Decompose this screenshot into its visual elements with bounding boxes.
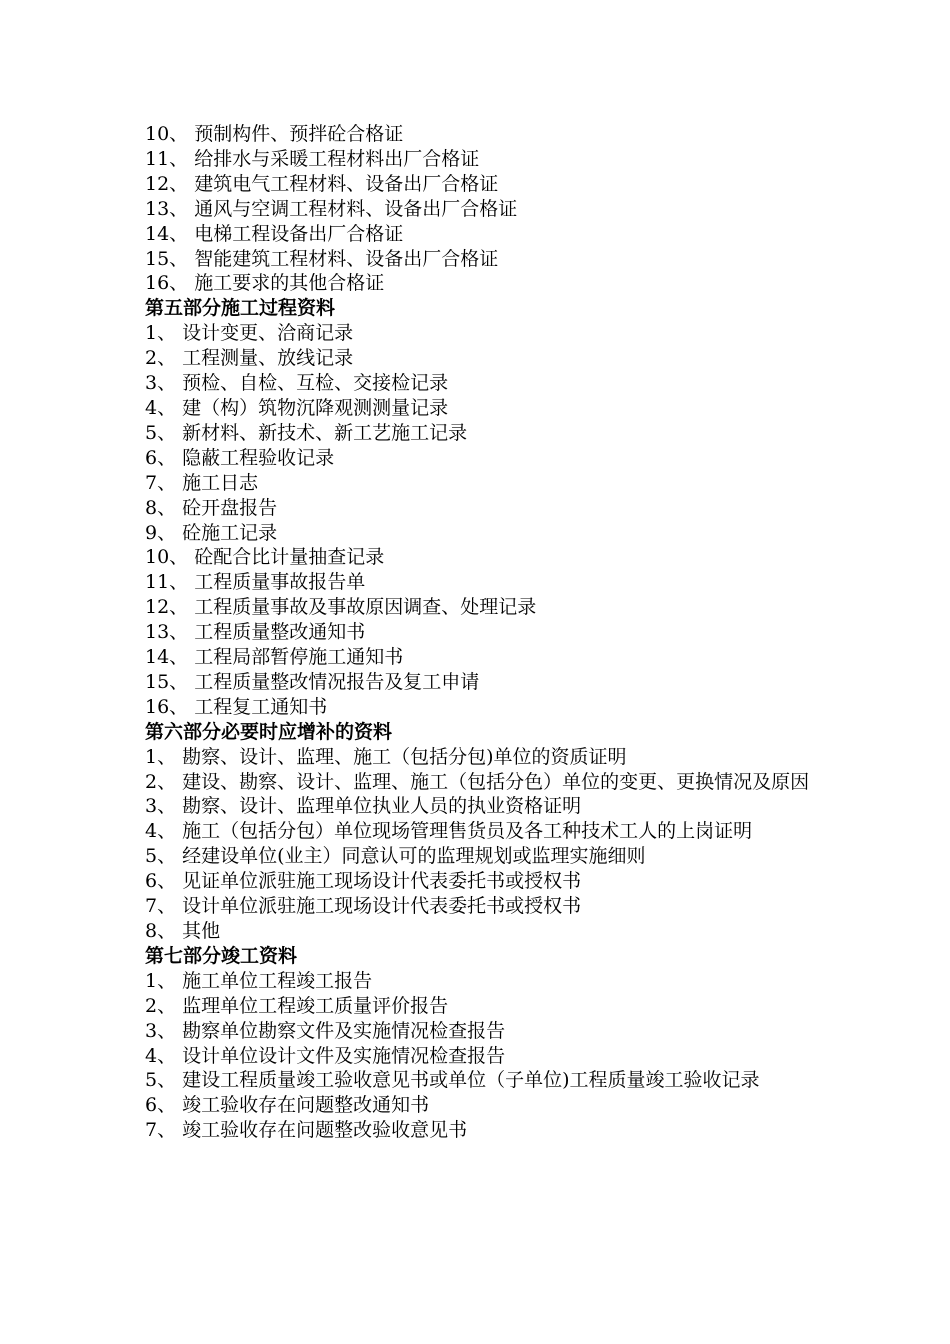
list-item: 6、 隐蔽工程验收记录 [145,446,335,469]
list-item: 4、 设计单位设计文件及实施情况检查报告 [145,1044,506,1067]
list-item: 13、 工程质量整改通知书 [145,621,366,644]
list-item: 3、 勘察单位勘察文件及实施情况检查报告 [145,1019,506,1042]
list-item: 12、 建筑电气工程材料、设备出厂合格证 [145,172,499,195]
section-7-list [145,969,810,1143]
list-item: 4、 施工（包括分包）单位现场管理售货员及各工种技术工人的上岗证明 [145,820,753,843]
section-5-list [145,321,810,720]
list-item: 2、 建设、勘察、设计、监理、施工（包括分色）单位的变更、更换情况及原因 [145,770,810,793]
list-item: 2、 工程测量、放线记录 [145,347,354,370]
section-heading-7: 第七部分竣工资料 [145,944,298,967]
list-item: 16、 工程复工通知书 [145,695,328,718]
list-item: 6、 竣工验收存在问题整改通知书 [145,1094,430,1117]
list-item: 1、 施工单位工程竣工报告 [145,969,373,992]
list-item: 10、 预制构件、预拌砼合格证 [145,123,404,145]
list-item: 11、 给排水与采暖工程材料出厂合格证 [145,147,480,170]
list-item: 13、 通风与空调工程材料、设备出厂合格证 [145,197,518,220]
list-item: 9、 砼施工记录 [145,521,278,544]
list-item: 15、 工程质量整改情况报告及复工申请 [145,670,480,693]
list-item: 4、 建（构）筑物沉降观测测量记录 [145,396,449,419]
list-item: 3、 预检、自检、互检、交接检记录 [145,372,449,395]
list-item: 14、 工程局部暂停施工通知书 [145,646,404,669]
list-item: 14、 电梯工程设备出厂合格证 [145,222,404,245]
document-page [145,122,810,1143]
list-item: 15、 智能建筑工程材料、设备出厂合格证 [145,247,499,270]
list-item: 5、 建设工程质量竣工验收意见书或单位（子单位)工程质量竣工验收记录 [145,1069,760,1092]
list-item: 8、 砼开盘报告 [145,496,278,519]
list-item: 7、 设计单位派驻施工现场设计代表委托书或授权书 [145,895,582,918]
list-item: 11、 工程质量事故报告单 [145,571,366,594]
list-item: 10、 砼配合比计量抽查记录 [145,546,385,569]
list-item: 5、 经建设单位(业主）同意认可的监理规划或监理实施细则 [145,845,646,868]
list-item: 12、 工程质量事故及事故原因调查、处理记录 [145,596,537,619]
section-heading-6: 第六部分必要时应增补的资料 [145,720,393,743]
section-heading-5: 第五部分施工过程资料 [145,297,336,320]
list-item: 5、 新材料、新技术、新工艺施工记录 [145,421,468,444]
list-item: 2、 监理单位工程竣工质量评价报告 [145,994,449,1017]
list-item: 7、 施工日志 [145,471,259,494]
list-item: 6、 见证单位派驻施工现场设计代表委托书或授权书 [145,870,582,893]
list-item: 1、 设计变更、洽商记录 [145,322,354,345]
section-6-list [145,745,810,944]
list-item: 16、 施工要求的其他合格证 [145,272,385,295]
list-item: 3、 勘察、设计、监理单位执业人员的执业资格证明 [145,795,582,818]
list-item: 1、 勘察、设计、监理、施工（包括分包)单位的资质证明 [145,745,627,768]
list-item: 7、 竣工验收存在问题整改验收意见书 [145,1119,468,1142]
certificate-list [145,122,810,296]
list-item: 8、 其他 [145,920,221,942]
